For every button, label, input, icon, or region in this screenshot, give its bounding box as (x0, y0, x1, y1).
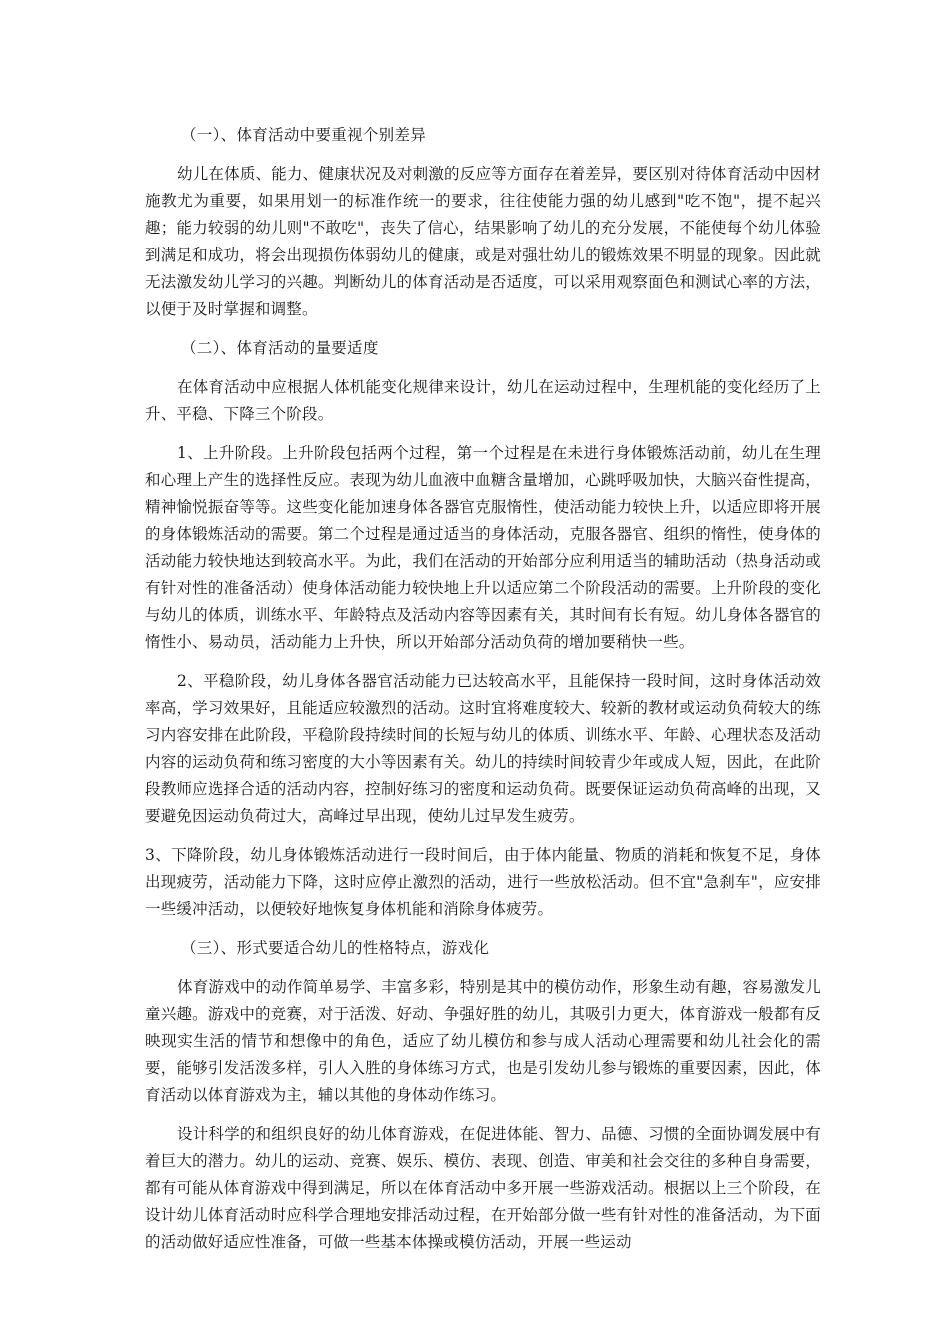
paragraph-declining-stage: 3、下降阶段，幼儿身体锻炼活动进行一段时间后，由于体内能量、物质的消耗和恢复不足，身体出现疲劳，活动能力下降，这时应停止激烈的活动，进行一些放松活动。但不宜"急刹车"，应安排一些缓冲活动，以便较好地恢复身体机能和消除身体疲劳。 (145, 846, 821, 918)
paragraph-physiology-stages: 在体育活动中应根据人体机能变化规律来设计，幼儿在运动过程中，生理机能的变化经历了上升、平稳、下降三个阶段。 (145, 378, 821, 423)
section-heading-1: （一）、体育活动中要重视个别差异 (181, 126, 427, 144)
paragraph-game-design: 设计科学的和组织良好的幼儿体育游戏，在促进体能、智力、品德、习惯的全面协调发展中有着巨大的潜力。幼儿的运动、竞赛、娱乐、模仿、表现、创造、审美和社会交往的多种自身需要，都有可能从体育游戏中得到满足，所以在体育活动中多开展一些游戏活动。根据以上三个阶段，在设计幼儿体育活动时应科学合理地安排活动过程，在开始部分做一些有针对性的准备活动，为下面的活动做好适应性准备，可做一些基本体操或模仿活动，开展一些运动 (145, 1125, 821, 1251)
paragraph-individual-differences: 幼儿在体质、能力、健康状况及对刺激的反应等方面存在着差异，要区别对待体育活动中因材施教尤为重要，如果用划一的标准作统一的要求，往往使能力强的幼儿感到"吃不饱"，提不起兴趣；能力较弱的幼儿则"不敢吃"，丧失了信心，结果影响了幼儿的充分发展，不能使每个幼儿体验到满足和成功，将会出现损伤体弱幼儿的健康，或是对强壮幼儿的锻炼效果不明显的现象。因此就无法激发幼儿学习的兴趣。判断幼儿的体育活动是否适度，可以采用观察面色和测试心率的方法，以便于及时掌握和调整。 (145, 165, 821, 318)
section-heading-3: （三）、形式要适合幼儿的性格特点，游戏化 (181, 939, 490, 957)
document-page (145, 122, 821, 1268)
paragraph-rising-stage: 1、上升阶段。上升阶段包括两个过程，第一个过程是在未进行身体锻炼活动前，幼儿在生理和心理上产生的选择性反应。表现为幼儿血液中血糖含量增加，心跳呼吸加快，大脑兴奋性提高，精神愉悦振奋等等。这些变化能加速身体各器官克服惰性，使活动能力较快上升，以适应即将开展的身体锻炼活动的需要。第二个过程是通过适当的身体活动，克服各器官、组织的惰性，使身体的活动能力较快地达到较高水平。为此，我们在活动的开始部分应利用适当的辅助活动（热身活动或有针对性的准备活动）使身体活动能力较快地上升以适应第二个阶段活动的需要。上升阶段的变化与幼儿的体质，训练水平、年龄特点及活动内容等因素有关，其时间有长有短。幼儿身体各器官的惰性小、易动员，活动能力上升快，所以开始部分活动负荷的增加要稍快一些。 (145, 444, 821, 651)
paragraph-stable-stage: 2、平稳阶段，幼儿身体各器官活动能力已达较高水平，且能保持一段时间，这时身体活动效率高，学习效果好，且能适应较激烈的活动。这时宜将难度较大、较新的教材或运动负荷较大的练习内容安排在此阶段，平稳阶段持续时间的长短与幼儿的体质、训练水平、年龄、心理状态及活动内容的运动负荷和练习密度的大小等因素有关。幼儿的持续时间较青少年或成人短，因此，在此阶段教师应选择合适的活动内容，控制好练习的密度和运动负荷。既要保证运动负荷高峰的出现，又要避免因运动负荷过大，高峰过早出现，使幼儿过早发生疲劳。 (145, 672, 821, 825)
section-heading-2: （二）、体育活动的量要适度 (181, 339, 379, 357)
paragraph-sports-games: 体育游戏中的动作简单易学、丰富多彩，特别是其中的模仿动作，形象生动有趣，容易激发儿童兴趣。游戏中的竞赛，对于活泼、好动、争强好胜的幼儿，其吸引力更大，体育游戏一般都有反映现实生活的情节和想像中的角色，适应了幼儿模仿和参与成人活动心理需要和幼儿社会化的需要，能够引发活泼多样，引人入胜的身体练习方式，也是引发幼儿参与锻炼的重要因素，因此，体育活动以体育游戏为主，辅以其他的身体动作练习。 (145, 978, 821, 1104)
